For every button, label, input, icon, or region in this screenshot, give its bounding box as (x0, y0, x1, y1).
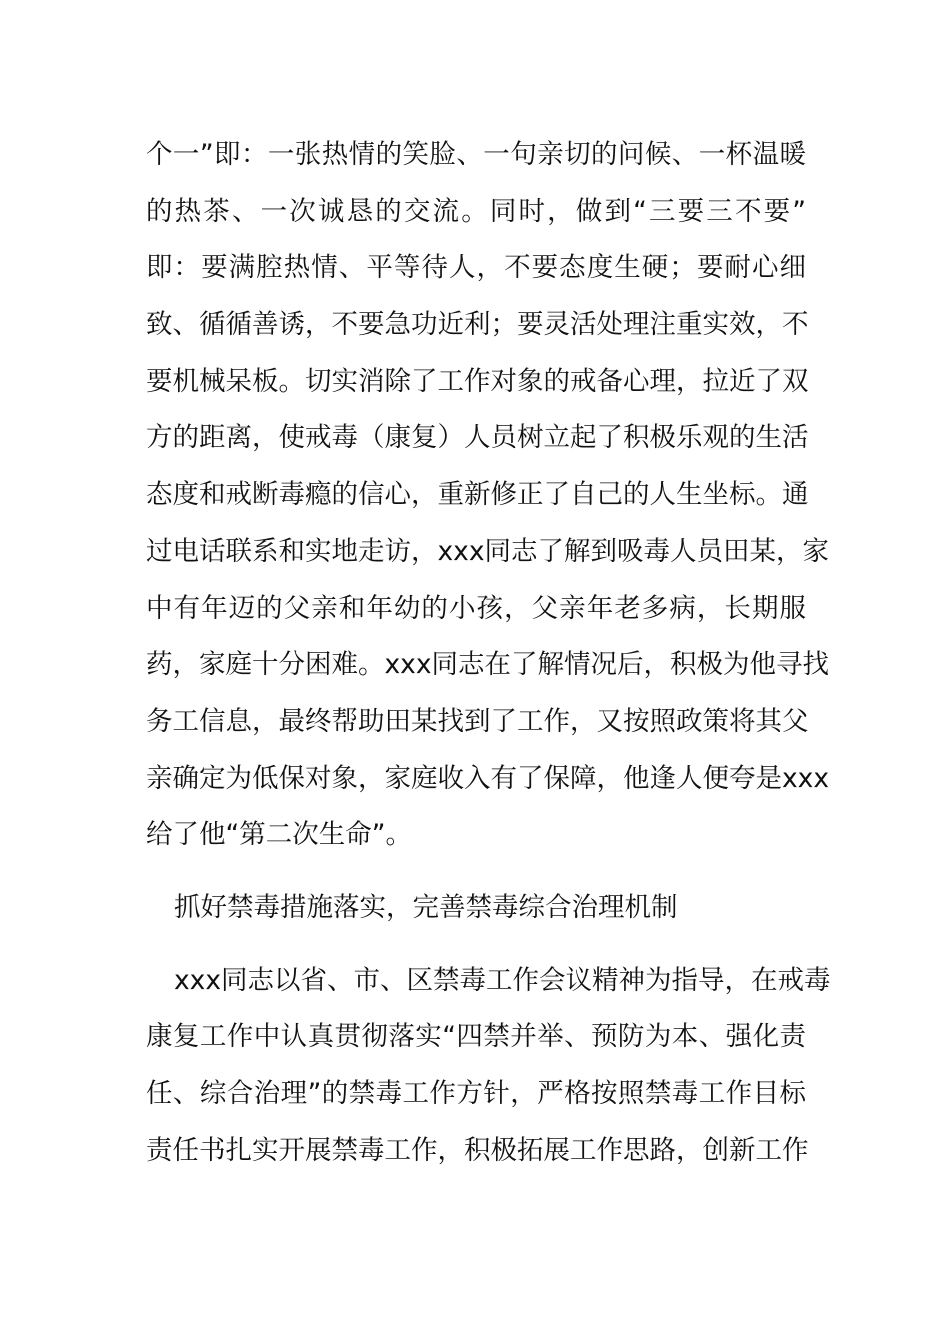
paragraph-line: 个一”即：一张热情的笑脸、一句亲切的问候、一杯温暖 (146, 139, 806, 170)
paragraph-line: xxx同志以省、市、区禁毒工作会议精神为指导，在戒毒 (174, 964, 831, 996)
paragraph-line: 任、综合治理”的禁毒工作方针，严格按照禁毒工作目标 (146, 1078, 806, 1109)
paragraph-line: 方的距离，使戒毒（康复）人员树立起了积极乐观的生活 (146, 422, 809, 454)
paragraph-line: 的热茶、一次诚恳的交流。同时，做到“三要三不要” (146, 195, 806, 227)
paragraph-line: 给了他“第二次生命”。 (146, 819, 412, 851)
paragraph-line: 康复工作中认真贯彻落实“四禁并举、预防为本、强化责 (146, 1021, 806, 1053)
paragraph-line: 即：要满腔热情、平等待人，不要态度生硬；要耐心细 (146, 252, 806, 284)
paragraph-line: 致、循循善诱，不要急功近利；要灵活处理注重实效，不 (146, 309, 809, 341)
paragraph-line: 态度和戒断毒瘾的信心，重新修正了自己的人生坐标。通 (146, 479, 809, 511)
paragraph-line: 药，家庭十分困难。xxx同志在了解情况后，积极为他寻找 (146, 649, 830, 681)
paragraph-line: 亲确定为低保对象，家庭收入有了保障，他逢人便夸是xxx (146, 762, 830, 794)
paragraph-spacer (146, 937, 806, 953)
paragraph-line: 中有年迈的父亲和年幼的小孩，父亲年老多病，长期服 (146, 592, 806, 624)
paragraph-line: 过电话联系和实地走访，xxx同志了解到吸毒人员田某，家 (146, 535, 830, 567)
paragraph-spacer (146, 864, 806, 880)
document-body (146, 127, 831, 1179)
paragraph-line: 务工信息，最终帮助田某找到了工作，又按照政策将其父 (146, 705, 809, 737)
paragraph-line: 要机械呆板。切实消除了工作对象的戒备心理，拉近了双 (146, 365, 809, 397)
paragraph-line: 责任书扎实开展禁毒工作，积极拓展工作思路，创新工作 (146, 1134, 809, 1166)
section-heading: 抓好禁毒措施落实，完善禁毒综合治理机制 (174, 891, 678, 923)
